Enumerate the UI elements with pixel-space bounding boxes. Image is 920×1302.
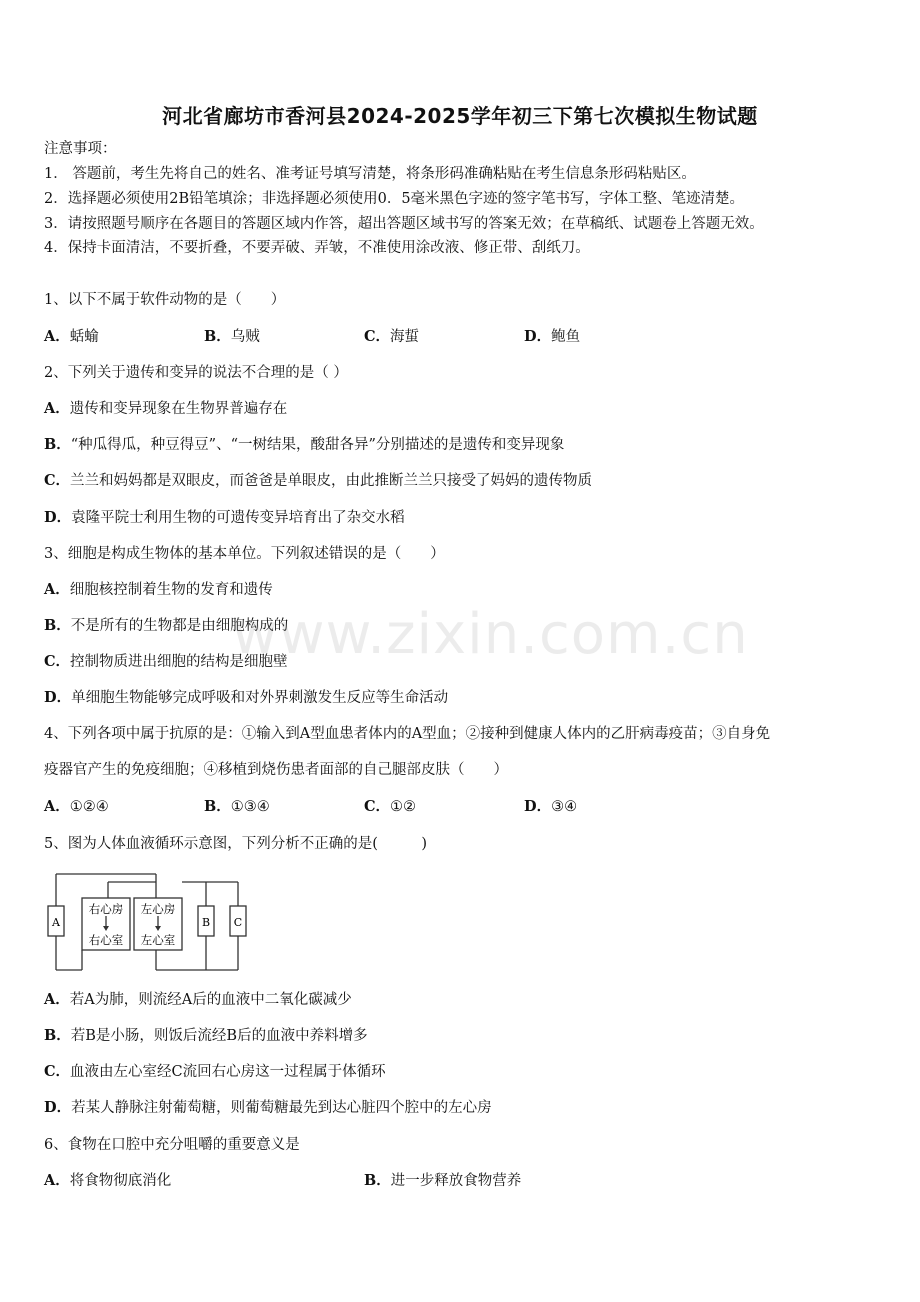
note-item-4: 4．保持卡面清洁，不要折叠，不要弄破、弄皱，不准使用涂改液、修正带、刮纸刀。 bbox=[44, 240, 590, 256]
q2-option-c[interactable]: C．兰兰和妈妈都是双眼皮，而爸爸是单眼皮，由此推断兰兰只接受了妈妈的遗传物质 bbox=[44, 472, 593, 489]
right-atrium-label: 右心房 bbox=[88, 902, 124, 916]
note-item-1: 1． 答题前，考生先将自己的姓名、准考证号填写清楚，将条形码准确粘贴在考生信息条形码粘贴区。 bbox=[44, 166, 696, 182]
blood-circulation-diagram bbox=[44, 868, 254, 974]
note-item-3: 3．请按照题号顺序在各题目的答题区域内作答，超出答题区域书写的答案无效；在草稿纸、试题卷上答题无效。 bbox=[44, 216, 764, 232]
exam-title: 河北省廊坊市香河县2024-2025学年初三下第七次模拟生物试题 bbox=[162, 104, 758, 128]
organ-label-c: C bbox=[233, 916, 243, 929]
q4-option-a[interactable]: A．①②④ bbox=[44, 798, 109, 815]
q5-option-b[interactable]: B．若B是小肠，则饭后流经B后的血液中养料增多 bbox=[44, 1027, 368, 1044]
q1-option-b[interactable]: B．乌贼 bbox=[204, 328, 260, 345]
organ-label-b: B bbox=[201, 916, 211, 929]
question-5-stem: 5、图为人体血液循环示意图，下列分析不正确的是( ) bbox=[44, 836, 428, 852]
q4-option-b[interactable]: B．①③④ bbox=[204, 798, 270, 815]
question-2-stem: 2、下列关于遗传和变异的说法不合理的是（ ） bbox=[44, 365, 348, 381]
q4-option-d[interactable]: D．③④ bbox=[524, 798, 578, 815]
left-atrium-label: 左心房 bbox=[140, 902, 176, 916]
q1-option-d[interactable]: D．鲍鱼 bbox=[524, 328, 581, 345]
q1-option-c[interactable]: C．海蜇 bbox=[364, 328, 420, 345]
q5-option-a[interactable]: A．若A为肺，则流经A后的血液中二氧化碳减少 bbox=[44, 991, 352, 1008]
q2-option-d[interactable]: D．袁隆平院士利用生物的可遗传变异培育出了杂交水稻 bbox=[44, 509, 405, 526]
q3-option-b[interactable]: B．不是所有的生物都是由细胞构成的 bbox=[44, 617, 289, 634]
question-4-stem-line-1: 4、下列各项中属于抗原的是：①输入到A型血患者体内的A型血；②接种到健康人体内的乙肝病毒疫苗；③自身免 bbox=[44, 726, 771, 742]
notes-heading: 注意事项： bbox=[44, 141, 117, 157]
right-heart-arrowhead bbox=[103, 926, 109, 931]
question-4-stem-line-2: 疫器官产生的免疫细胞；④移植到烧伤患者面部的自己腿部皮肤（ ） bbox=[44, 762, 508, 778]
note-item-2: 2．选择题必须使用2B铅笔填涂；非选择题必须使用0．5毫米黑色字迹的签字笔书写，字体工整、笔迹清楚。 bbox=[44, 191, 745, 207]
organ-label-a: A bbox=[52, 916, 60, 929]
left-heart-arrowhead bbox=[155, 926, 161, 931]
q5-option-d[interactable]: D．若某人静脉注射葡萄糖，则葡萄糖最先到达心脏四个腔中的左心房 bbox=[44, 1099, 492, 1116]
q2-option-b[interactable]: B．“种瓜得瓜，种豆得豆”、“一树结果，酸甜各异”分别描述的是遗传和变异现象 bbox=[44, 436, 565, 453]
q3-option-d[interactable]: D．单细胞生物能够完成呼吸和对外界刺激发生反应等生命活动 bbox=[44, 689, 449, 706]
question-3-stem: 3、细胞是构成生物体的基本单位。下列叙述错误的是（ ） bbox=[44, 546, 445, 562]
q2-option-a[interactable]: A．遗传和变异现象在生物界普遍存在 bbox=[44, 400, 288, 417]
right-ventricle-label: 右心室 bbox=[88, 933, 124, 947]
q3-option-a[interactable]: A．细胞核控制着生物的发育和遗传 bbox=[44, 581, 273, 598]
q1-option-a[interactable]: A．蛞蝓 bbox=[44, 328, 99, 345]
q6-option-a[interactable]: A．将食物彻底消化 bbox=[44, 1172, 172, 1189]
watermark: www.zixin.com.cn bbox=[232, 602, 749, 667]
q3-option-c[interactable]: C．控制物质进出细胞的结构是细胞壁 bbox=[44, 653, 288, 670]
q6-option-b[interactable]: B．进一步释放食物营养 bbox=[364, 1172, 522, 1189]
question-6-stem: 6、食物在口腔中充分咀嚼的重要意义是 bbox=[44, 1137, 300, 1153]
q4-option-c[interactable]: C．①② bbox=[364, 798, 417, 815]
left-ventricle-label: 左心室 bbox=[140, 933, 176, 947]
q5-option-c[interactable]: C．血液由左心室经C流回右心房这一过程属于体循环 bbox=[44, 1063, 386, 1080]
question-1-stem: 1、以下不属于软件动物的是（ ） bbox=[44, 292, 286, 308]
